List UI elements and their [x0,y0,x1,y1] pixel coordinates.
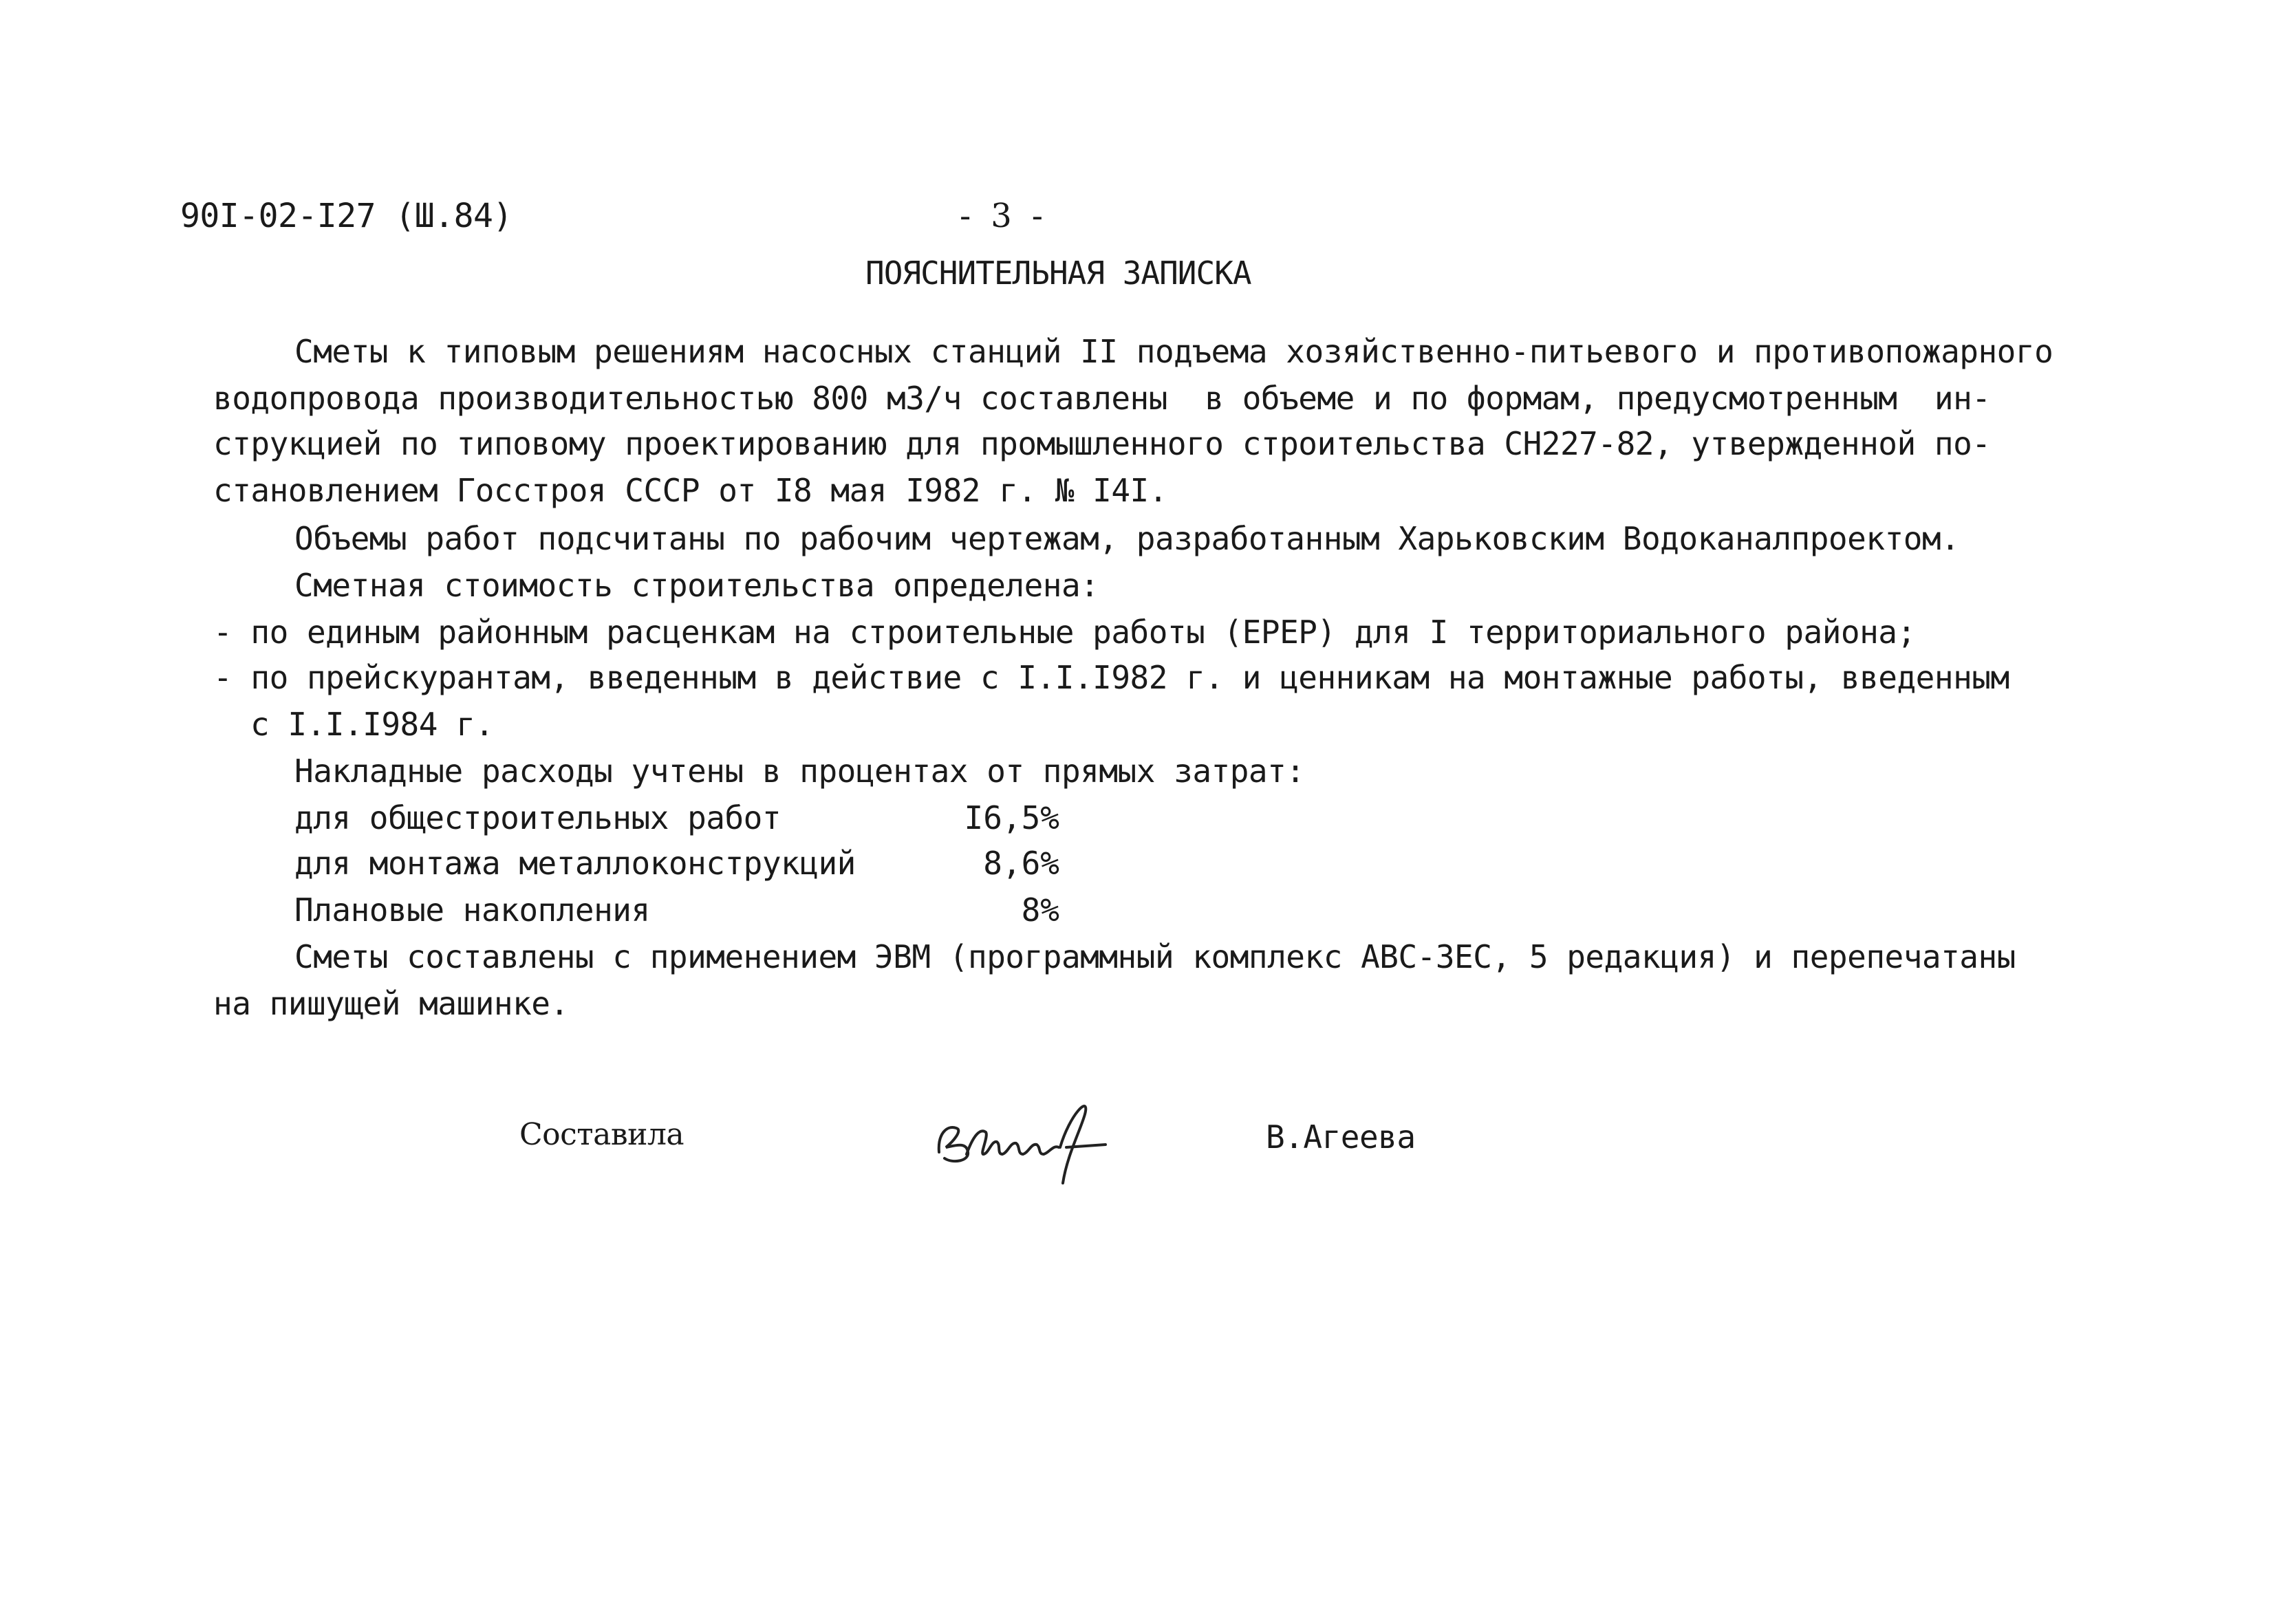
paragraph-1-line-3: струкцией по типовому проектированию для промышленного строительства СН227-82, утвержденной по- [213,425,1991,462]
compiled-by-label: Составила [519,1117,684,1152]
rate-label: для общестроительных работ [294,799,781,836]
paragraph-5-line-1: Сметы составлены с применением ЭВМ (программный комплекс АВС-3ЕС, 5 редакция) и перепечатаны [294,938,2016,975]
document-title: ПОЯСНИТЕЛЬНАЯ ЗАПИСКА [865,255,1251,292]
paragraph-1-line-2: водопровода производительностью 800 м3/ч составлены в объеме и по формам, предусмотренным ин- [213,380,1991,417]
rate-value: 8,6% [983,845,1059,882]
rate-label: для монтажа металлоконструкций [294,845,856,882]
paragraph-2: Объемы работ подсчитаны по рабочим чертежам, разработанным Харьковским Водоканалпроектом. [294,520,1960,557]
bullet-item-2-line-1: - по прейскурантам, введенным в действие с I.I.I982 г. и ценникам на монтажные работы, введенным [213,659,2009,696]
handwritten-signature [925,1087,1132,1190]
paragraph-1-line-1: Сметы к типовым решениям насосных станций II подъема хозяйственно-питьевого и противопожарного [294,333,2053,370]
paragraph-3: Сметная стоимость строительства определена: [294,567,1099,604]
rate-value: I6,5% [964,799,1059,836]
paragraph-1-line-4: становлением Госстроя СССР от I8 мая I982 г. № I4I. [213,472,1167,509]
signer-name: В.Агеева [1266,1118,1416,1156]
bullet-item-2-line-2: с I.I.I984 г. [250,706,494,743]
rate-label: Плановые накопления [294,891,650,929]
document-code: 90I-02-I27 (Ш.84) [180,197,513,235]
paragraph-4: Накладные расходы учтены в процентах от прямых затрат: [294,753,1305,790]
paragraph-5-line-2: на пишущей машинке. [213,985,569,1022]
bullet-item-1: - по единым районным расценкам на строительные работы (ЕРЕР) для I территориального района; [213,614,1916,651]
page-number: - 3 - [960,197,1043,235]
rate-value: 8% [1021,891,1059,929]
